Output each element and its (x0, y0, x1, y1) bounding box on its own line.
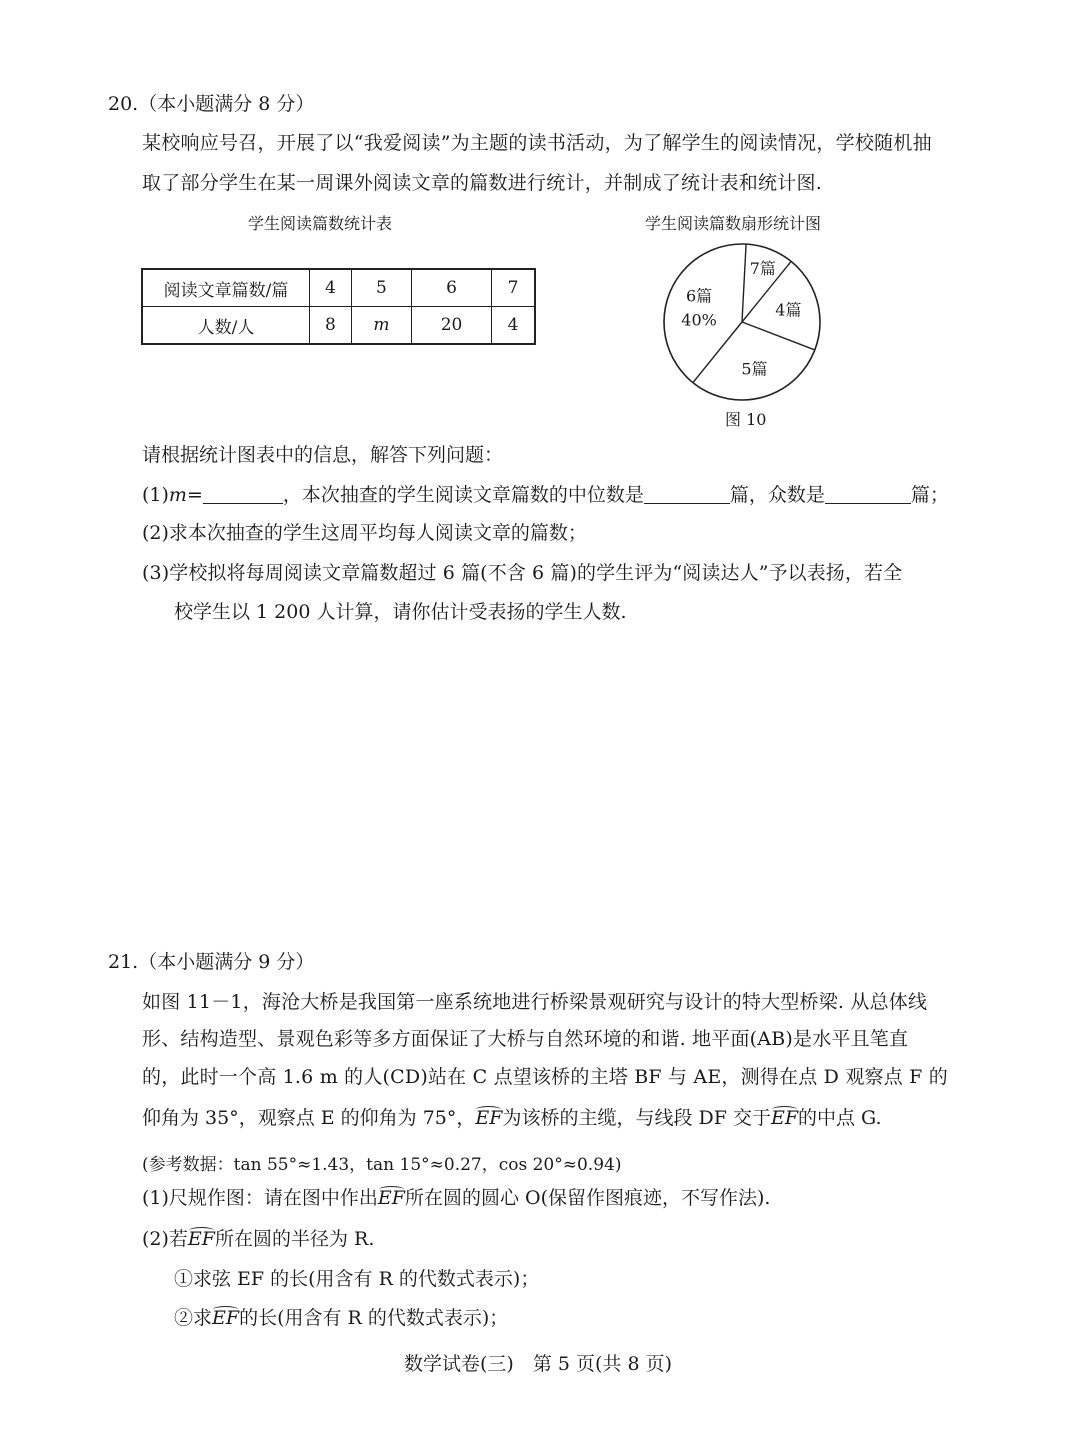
q21-sub2: (2)若EF所在圆的半径为 R. (142, 1228, 375, 1250)
pie-slice-label: 7篇 (749, 258, 776, 278)
q21-sub1: (1)尺规作图：请在图中作出EF所在圆的圆心 O(保留作图痕迹，不写作法). (142, 1187, 771, 1209)
q21-line3: 的，此时一个高 1.6 m 的人(CD)站在 C 点望该桥的主塔 BF 与 AE，测得在点 D 观察点 F 的 (142, 1066, 948, 1088)
pie-slice-boundary (742, 322, 815, 350)
table-cell: 5 (351, 269, 411, 307)
table-cell: 4 (491, 307, 535, 345)
q20-sub1: (1)m= ，本次抽查的学生阅读文章篇数的中位数是 篇，众数是 篇； (142, 484, 949, 506)
table-cell: m (351, 307, 411, 345)
answer-blank-m[interactable] (203, 485, 283, 504)
pie-slice-boundary (742, 244, 746, 322)
q21-reference-data: (参考数据：tan 55°≈1.43，tan 15°≈0.27，cos 20°≈0.94) (142, 1155, 622, 1175)
table-cell: 20 (412, 307, 492, 345)
table-header-count: 阅读文章篇数/篇 (142, 269, 310, 307)
reading-stat-table (141, 268, 536, 345)
q20-sub3-line1: (3)学校拟将每周阅读文章篇数超过 6 篇(不含 6 篇)的学生评为“阅读达人”予以表扬，若全 (142, 562, 903, 584)
q21-sub2-part1: ①求弦 EF 的长(用含有 R 的代数式表示)； (174, 1268, 540, 1290)
pie-slice-label: 4篇 (775, 300, 802, 320)
table-cell: 4 (310, 269, 352, 307)
arc-ef: EF (187, 1228, 215, 1250)
table-row (142, 307, 535, 345)
q21-sub2-part2: ②求EF的长(用含有 R 的代数式表示)； (174, 1307, 509, 1329)
answer-blank-mode[interactable] (825, 485, 911, 504)
q20-intro-line2: 取了部分学生在某一周课外阅读文章的篇数进行统计，并制成了统计表和统计图. (142, 172, 823, 194)
arc-ef: EF (212, 1307, 240, 1329)
arc-ef: EF (475, 1107, 503, 1129)
pie-slice-boundary (693, 322, 742, 383)
table-cell: 8 (310, 307, 352, 345)
q20-prompt: 请根据统计图表中的信息，解答下列问题： (142, 444, 504, 466)
q21-header: 21.（本小题满分 9 分） (108, 951, 315, 973)
pie-slice-label: 6篇 (685, 286, 713, 306)
table-cell: 6 (412, 269, 492, 307)
arc-ef: EF (770, 1107, 799, 1129)
pie-slice-percent: 40% (681, 310, 717, 330)
figure-label: 图 10 (725, 410, 767, 429)
table-row (142, 269, 535, 307)
table-cell: 7 (491, 269, 535, 307)
table-header-people: 人数/人 (142, 307, 310, 345)
answer-blank-median[interactable] (644, 485, 730, 504)
q21-line1: 如图 11－1，海沧大桥是我国第一座系统地进行桥梁景观研究与设计的特大型桥梁. 从总体线 (142, 991, 928, 1013)
table-title: 学生阅读篇数统计表 (248, 214, 393, 233)
q21-line2: 形、结构造型、景观色彩等多方面保证了大桥与自然环境的和谐. 地平面(AB)是水平且笔直 (142, 1028, 909, 1050)
q20-sub3-line2: 校学生以 1 200 人计算，请你估计受表扬的学生人数. (174, 601, 627, 623)
arc-ef: EF (377, 1187, 405, 1209)
pie-chart (660, 240, 830, 405)
q20-intro-line1: 某校响应号召，开展了以“我爱阅读”为主题的读书活动，为了解学生的阅读情况，学校随机抽 (142, 132, 932, 154)
q20-sub2: (2)求本次抽查的学生这周平均每人阅读文章的篇数； (142, 522, 587, 544)
q21-line4: 仰角为 35°，观察点 E 的仰角为 75°，EF为该桥的主缆，与线段 DF 交于EF的中点 G. (142, 1107, 882, 1129)
pie-slice-label: 5篇 (741, 359, 768, 379)
q20-header: 20.（本小题满分 8 分） (108, 93, 315, 115)
page-footer: 数学试卷(三) 第 5 页(共 8 页) (404, 1353, 672, 1375)
chart-title: 学生阅读篇数扇形统计图 (645, 214, 822, 233)
